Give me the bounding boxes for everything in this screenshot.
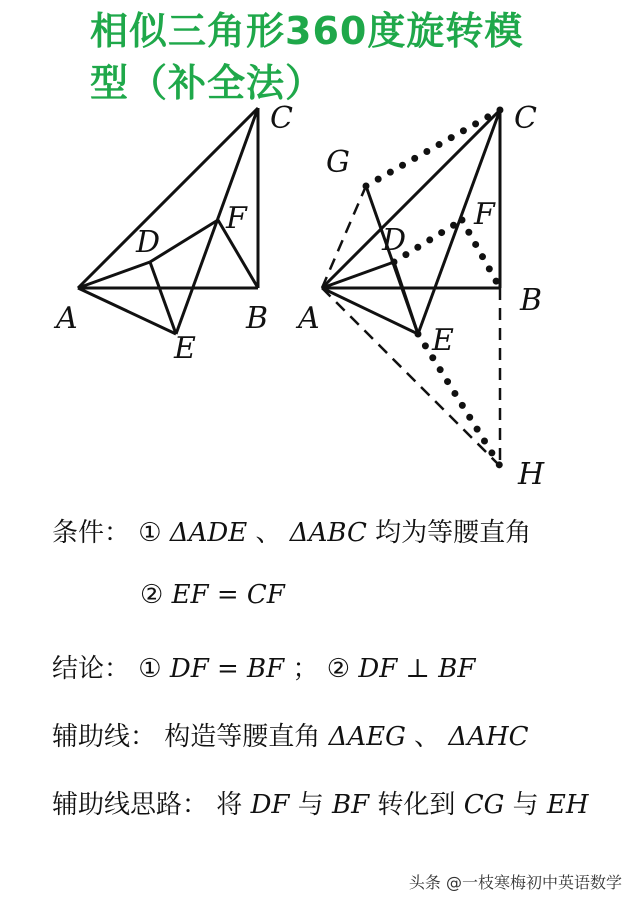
- left-label-F: F: [226, 201, 247, 236]
- conditions-item1-text: 均为等腰直角: [375, 518, 532, 548]
- conclusion-label: 结论：: [52, 654, 131, 684]
- conditions-triangle-abc: ΔABC: [289, 518, 367, 548]
- conclusion-item1-equation: DF = BF: [169, 654, 285, 684]
- conditions-triangle-ade: ΔADE: [169, 518, 248, 548]
- title-line-2: 型（补全法）: [90, 61, 325, 105]
- right-label-E: E: [432, 323, 454, 358]
- right-label-D: D: [382, 223, 407, 258]
- approach-math-bf: BF: [332, 790, 370, 820]
- left-label-D: D: [136, 225, 161, 260]
- approach-text-4: 与: [512, 790, 539, 820]
- right-label-C: C: [514, 101, 537, 136]
- right-label-A: A: [298, 301, 320, 336]
- right-label-H: H: [518, 457, 545, 490]
- geometry-figures: [0, 95, 640, 490]
- left-segment-AC: [78, 108, 258, 288]
- title-line-1: 相似三角形360度旋转模: [90, 9, 524, 53]
- left-label-E: E: [174, 331, 196, 366]
- approach-label: 辅助线思路：: [52, 790, 209, 820]
- page-title: [90, 6, 620, 108]
- approach-math-df: DF: [250, 790, 290, 820]
- footer-watermark: 头条 @一枝寒梅初中英语数学: [408, 873, 622, 892]
- auxiliary-line: [52, 716, 529, 753]
- right-label-B: B: [520, 283, 543, 318]
- conditions-separator: 、: [255, 518, 282, 548]
- left-label-A: A: [56, 301, 78, 336]
- left-segment-AD: [78, 262, 150, 288]
- left-label-C: C: [270, 101, 293, 136]
- approach-text-1: 将: [216, 790, 243, 820]
- auxiliary-separator: 、: [414, 722, 441, 752]
- conclusion-separator: ；: [292, 654, 319, 684]
- approach-line: [52, 784, 589, 821]
- right-label-G: G: [326, 145, 350, 180]
- conclusion-item2-number: ②: [326, 654, 351, 684]
- right-segment-AG: [322, 186, 366, 288]
- conditions-item2-number: ②: [140, 580, 164, 610]
- conclusion-item2-equation: DF ⊥ BF: [358, 654, 476, 684]
- conclusion-item1-number: ①: [138, 654, 162, 684]
- approach-math-eh: EH: [546, 790, 589, 820]
- approach-text-3: 转化到: [377, 790, 456, 820]
- conditions-label: 条件：: [52, 518, 131, 548]
- conditions-item2-equation: EF = CF: [171, 580, 285, 610]
- right-segment-GC: [366, 110, 500, 186]
- left-segment-DF: [150, 220, 218, 262]
- approach-text-2: 与: [297, 790, 324, 820]
- conditions-item1-number: ①: [138, 518, 162, 548]
- conditions-line-1: [52, 512, 531, 549]
- auxiliary-text: 构造等腰直角: [164, 722, 321, 752]
- auxiliary-label: 辅助线：: [52, 722, 157, 752]
- conclusion-line: [52, 648, 475, 685]
- conditions-line-2: [140, 580, 285, 610]
- auxiliary-triangle-aeg: ΔAEG: [328, 722, 406, 752]
- left-label-B: B: [246, 301, 269, 336]
- right-segment-EH: [418, 334, 500, 466]
- approach-math-cg: CG: [463, 790, 505, 820]
- auxiliary-triangle-ahc: ΔAHC: [448, 722, 529, 752]
- right-label-F: F: [474, 197, 495, 232]
